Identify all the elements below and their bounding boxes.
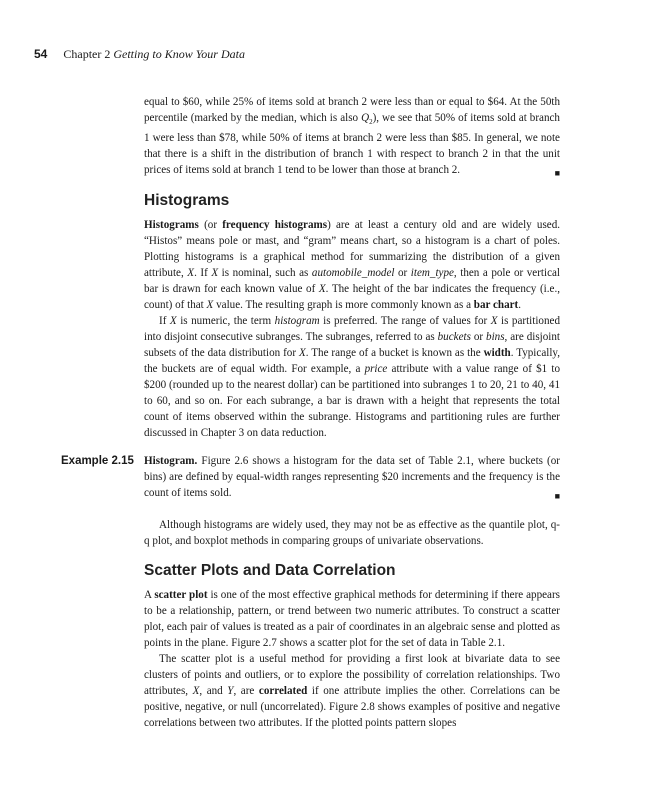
paragraph-histograms-2: If X is numeric, the term histogram is preferred. The range of values for X is partitioned into disjoint consecutive subranges. The subranges, referred to as buckets or bins, are disjoint subsets of the data distribution for X. The range of a bucket is known as the width. Typically, the buckets are of equal width. For example, a price attribute with a value range of $1 to $200 (rounded up to the nearest dollar) can be partitioned into subranges 1 to 20, 21 to 40, 41 to 60, and so on. For each subrange, a bar is drawn with a height that represents the total count of items observed within the subrange. Histograms and partitioning rules are further discussed in Chapter 3 on data reduction. bbox=[144, 315, 561, 440]
paragraph-scatter-1: A scatter plot is one of the most effective graphical methods for determining if there appears to be a relationship, pattern, or trend between two numeric attributes. To construct a scatter plot, each pair of values is treated as a pair of coordinates in an algebraic sense and plotted as points in the plane. Figure 2.7 shows a scatter plot for the set of data in Table 2.1. bbox=[144, 589, 560, 650]
chapter-title: Getting to Know Your Data bbox=[113, 47, 245, 61]
chapter-label: Chapter 2 bbox=[63, 47, 111, 61]
section-heading-scatter-plots: Scatter Plots and Data Correlation bbox=[144, 562, 396, 580]
main-column bbox=[61, 94, 561, 731]
paragraph-histograms-3: Although histograms are widely used, they may not be as effective as the quantile plot, q-q plot, and boxplot methods in comparing groups of univariate observations. bbox=[144, 519, 560, 548]
example-label: Example 2.15 bbox=[61, 455, 134, 468]
running-head bbox=[34, 47, 245, 62]
end-of-example-mark: ■ bbox=[554, 168, 560, 179]
paragraph-scatter-2: The scatter plot is a useful method for providing a first look at bivariate data to see clusters of points and outliers, or to explore the possibility of correlation relationships. Two attributes, X, and Y, are correlated if one attribute implies the other. Correlations can be positive, negative, or null (uncorrelated). Figure 2.8 shows examples of positive and negative correlations between two attributes. If the plotted points pattern slopes bbox=[144, 653, 560, 730]
example-2-15: Example 2.15 Histogram. Figure 2.6 shows a histogram for the data set of Table 2.1, where buckets (or bins) are defined by equal-width ranges representing $20 increments and the frequency is the count of items sold. ■ bbox=[144, 453, 560, 501]
paragraph-intro: equal to $60, while 25% of items sold at branch 2 were less than or equal to $64. At the 50th percentile (marked by the median, which is also $Q_2$), we see that 50% of items sold at branch 1 were less than $78, while 50% of items at branch 2 were less than $85. In general, we note that there is a shift in the distribution of branch 1 with respect to branch 2 in that the unit prices of items sold at branch 1 tend to be lower than those at branch 2. ■ bbox=[144, 94, 560, 178]
section-heading-histograms: Histograms bbox=[144, 192, 230, 210]
page-number: 54 bbox=[34, 47, 48, 61]
end-of-example-mark: ■ bbox=[554, 491, 560, 502]
paragraph-histograms-1: Histograms (or frequency histograms) are at least a century old and are widely used. “Histos” means pole or mast, and “gram” means chart, so a histogram is a chart of poles. Plotting histograms is a graphical method for summarizing the distribution of a given attribute, X. If X is nominal, such as automobile_model or item_type, then a pole or vertical bar is drawn for each known value of X. The height of the bar indicates the frequency (i.e., count) of that X value. The resulting graph is more commonly known as a bar chart. bbox=[144, 219, 561, 312]
